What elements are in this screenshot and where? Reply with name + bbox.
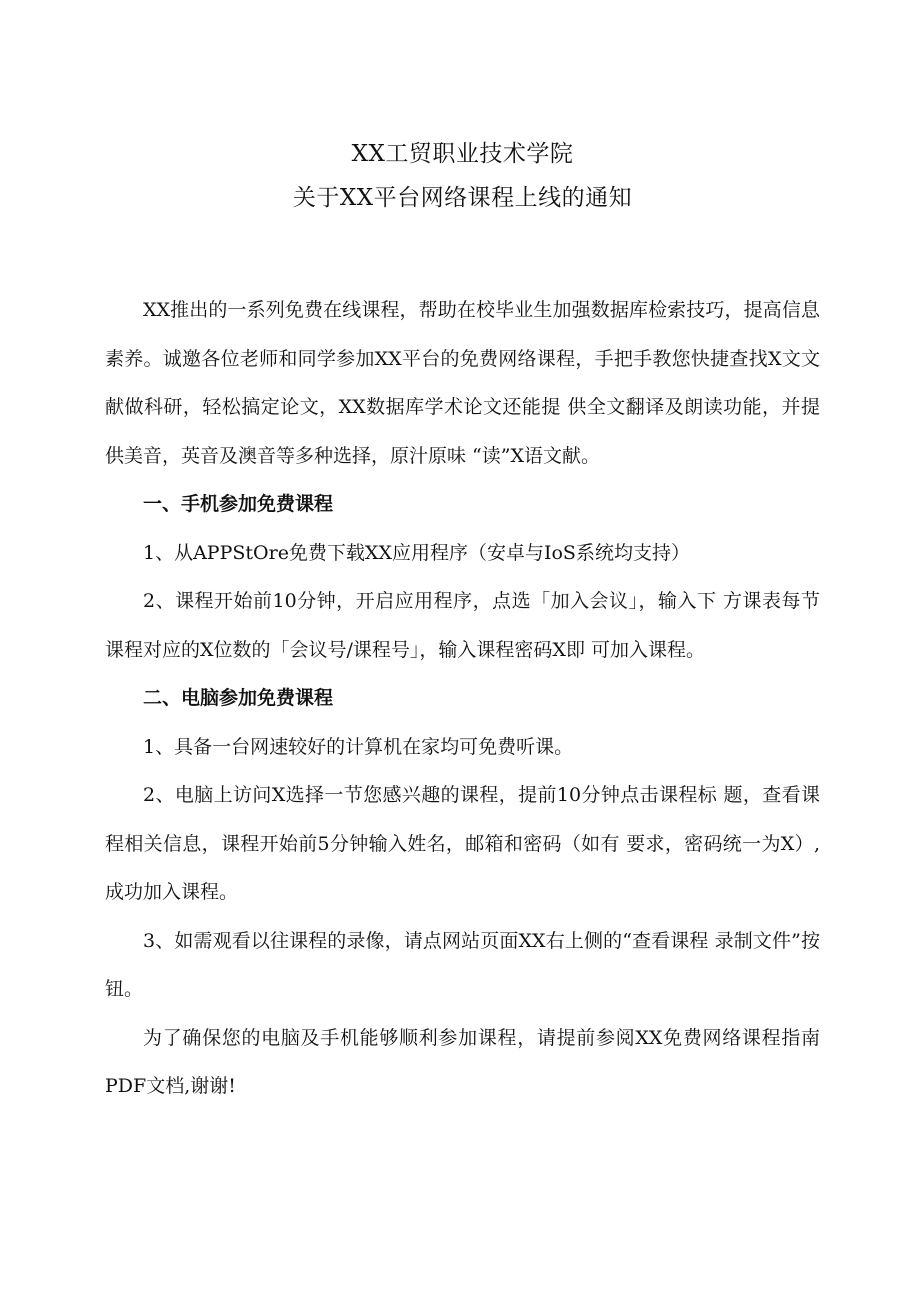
section2-heading: 二、电脑参加免费课程	[143, 687, 334, 709]
section2-item-3: 3、如需观看以往课程的录像，请点网站页面XX右上侧的“查看课程 录制文件”按钮。	[105, 929, 820, 1000]
section1-item-2: 2、课程开始前10分钟，开启应用程序，点选「加入会议」，输入下 方课表每节课程对应的X位数的「会议号/课程号」，输入课程密码X即 可加入课程。	[105, 590, 820, 661]
section2-item-2: 2、电脑上访问X选择一节您感兴趣的课程，提前10分钟点击课程标 题，查看课程相关信息，课程开始前5分钟输入姓名，邮箱和密码（如有 要求，密码统一为X）,成功加入课程。	[105, 784, 820, 903]
closing-paragraph: 为了确保您的电脑及手机能够顺利参加课程，请提前参阅XX免费网络课程指南PDF文档,谢谢!	[105, 1026, 820, 1097]
section1-item-1: 1、从APPStOre免费下载XX应用程序（安卓与IoS系统均支持）	[143, 541, 690, 564]
intro-paragraph: XX推出的一系列免费在线课程，帮助在校毕业生加强数据库检索技巧，提高信息素养。诚邀各位老师和同学参加XX平台的免费网络课程，手把手教您快捷查找X文文献做科研，轻松搞定论文，XX数据库学术论文还能提 供全文翻译及朗读功能，并提供美音，英音及澳音等多种选择，原汁原味 “读”X语文献。	[105, 299, 820, 467]
section2-item-1: 1、具备一台网速较好的计算机在家均可免费听课。	[143, 735, 574, 758]
document-title-block	[105, 132, 820, 220]
section1-heading: 一、手机参加免费课程	[143, 493, 334, 515]
institution-title: XX工贸职业技术学院	[351, 141, 574, 167]
notice-title: 关于XX平台网络课程上线的通知	[292, 185, 633, 211]
